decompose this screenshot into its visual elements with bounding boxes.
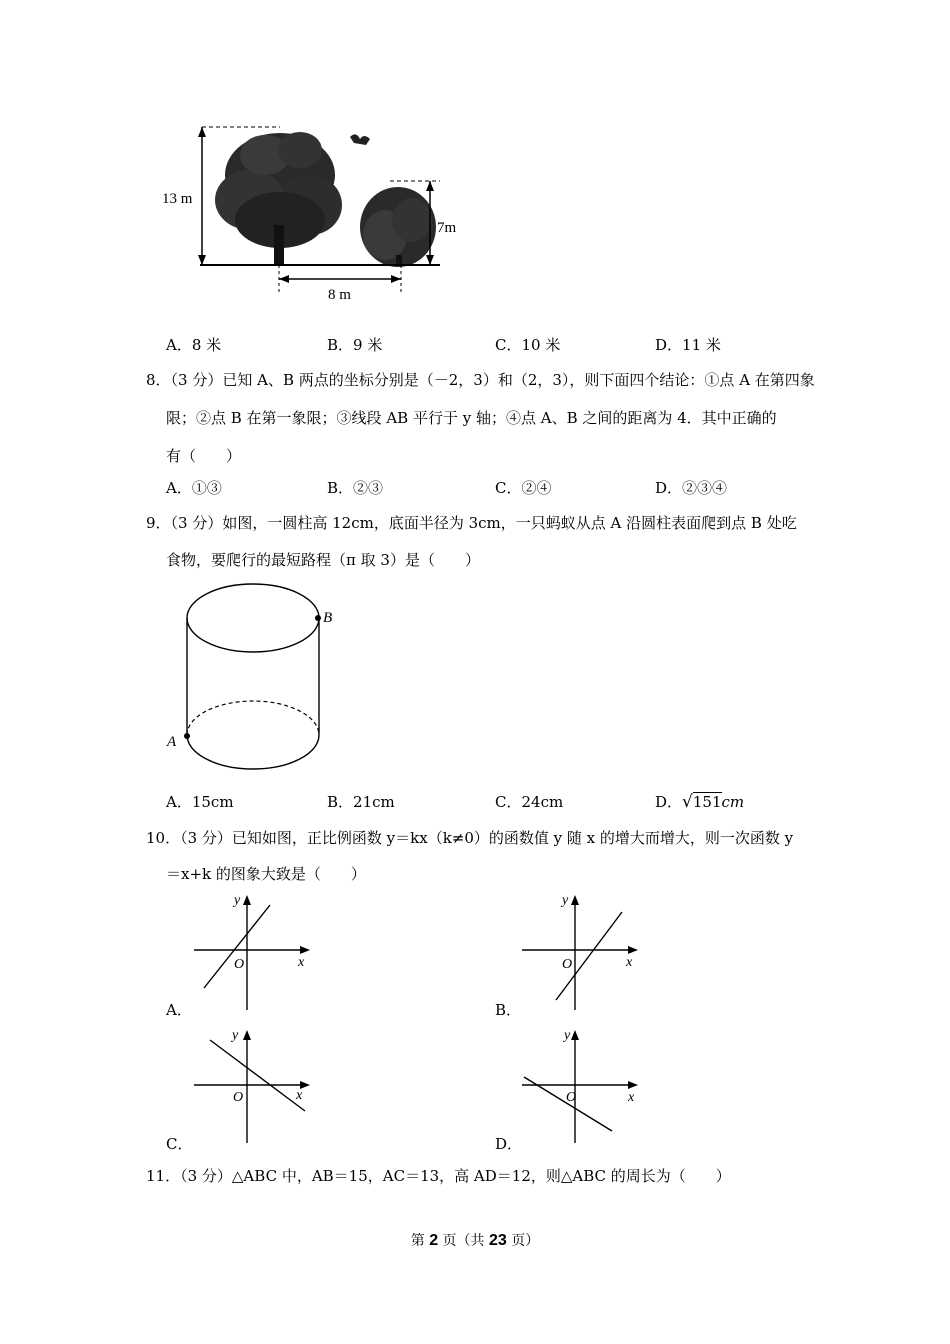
- cylinder-bottom-back: [187, 701, 319, 735]
- short-height-label: 7m: [437, 220, 457, 236]
- q7-option-c[interactable]: C．10 米: [495, 336, 561, 354]
- q7-option-b[interactable]: B．9 米: [327, 336, 383, 354]
- svg-text:y: y: [232, 1028, 239, 1043]
- q9-option-b[interactable]: B．21cm: [327, 793, 395, 811]
- distance-label: 8 m: [328, 287, 351, 303]
- total-pages: 23: [489, 1232, 507, 1249]
- graph-c[interactable]: [190, 1025, 315, 1145]
- q9-stem-line2: 食物，要爬行的最短路程（π 取 3）是（ ）: [166, 551, 480, 569]
- cylinder-bottom-front: [187, 735, 319, 769]
- q10-stem-line1: 10．（3 分）已知如图，正比例函数 y＝kx（k≠0）的函数值 y 随 x 的增大而增大，则一次函数 y: [146, 829, 794, 847]
- q8-stem-line1: 8．（3 分）已知 A、B 两点的坐标分别是（－2，3）和（2，3），则下面四个结论：①点 A 在第四象: [146, 371, 815, 389]
- short-tree: [360, 187, 436, 267]
- q9-option-c[interactable]: C．24cm: [495, 793, 564, 811]
- q8-option-d[interactable]: D．②③④: [655, 479, 728, 497]
- point-b: [315, 615, 321, 621]
- graph-b[interactable]: [518, 890, 643, 1020]
- sqrt-sign: √: [682, 792, 693, 812]
- q9-option-d[interactable]: D．√151cm: [655, 792, 745, 812]
- svg-text:O: O: [233, 1090, 244, 1105]
- q8-stem-line2: 限；②点 B 在第一象限；③线段 AB 平行于 y 轴；④点 A、B 之间的距离为 4．其中正确的: [166, 409, 777, 427]
- graph-a-line: [204, 905, 270, 988]
- q8-option-a[interactable]: A．①③: [166, 479, 222, 497]
- svg-text:x: x: [628, 1090, 635, 1105]
- point-a: [184, 733, 190, 739]
- bird-icon: [350, 134, 370, 145]
- sqrt-radicand: 151: [692, 793, 722, 811]
- q10-option-c[interactable]: C．: [166, 1135, 193, 1153]
- svg-text:y: y: [562, 893, 569, 908]
- svg-text:x: x: [296, 1088, 303, 1103]
- q10-option-d[interactable]: D．: [495, 1135, 523, 1153]
- svg-text:y: y: [234, 893, 241, 908]
- q8-option-b[interactable]: B．②③: [327, 479, 384, 497]
- q7-option-d[interactable]: D．11 米: [655, 336, 721, 354]
- q9-stem-line1: 9．（3 分）如图，一圆柱高 12cm，底面半径为 3cm，一只蚂蚁从点 A 沿圆柱表面爬到点 B 处吃: [146, 514, 797, 532]
- cylinder-figure: [160, 580, 350, 780]
- page-footer: 第 2 页（共 23 页）: [410, 1232, 540, 1249]
- graph-a[interactable]: [190, 890, 315, 1020]
- svg-text:x: x: [298, 955, 305, 970]
- graph-d[interactable]: [518, 1025, 643, 1145]
- tall-height-label: 13 m: [162, 191, 193, 207]
- label-a: A: [167, 734, 177, 750]
- q8-option-c[interactable]: C．②④: [495, 479, 552, 497]
- tall-tree: [215, 132, 342, 265]
- svg-text:O: O: [566, 1090, 577, 1105]
- cylinder-top: [187, 584, 319, 652]
- svg-text:O: O: [562, 957, 573, 972]
- tree-figure: [150, 115, 490, 305]
- q7-option-a[interactable]: A．8 米: [166, 336, 222, 354]
- svg-text:O: O: [234, 957, 245, 972]
- q8-stem-line3: 有（ ）: [166, 447, 242, 465]
- svg-text:y: y: [564, 1028, 571, 1043]
- q10-stem-line2: ＝x+k 的图象大致是（ ）: [166, 865, 366, 883]
- label-b: B: [323, 610, 333, 626]
- q11-stem-line1: 11．（3 分）△ABC 中，AB＝15，AC＝13，高 AD＝12，则△ABC 的周长为（ ）: [146, 1167, 731, 1185]
- q10-option-a[interactable]: A．: [166, 1001, 192, 1019]
- q10-option-b[interactable]: B．: [495, 1001, 522, 1019]
- q9-option-a[interactable]: A．15cm: [166, 793, 234, 811]
- graph-b-line: [556, 912, 622, 1000]
- current-page: 2: [429, 1232, 439, 1249]
- svg-text:x: x: [626, 955, 633, 970]
- graph-c-line: [210, 1040, 305, 1111]
